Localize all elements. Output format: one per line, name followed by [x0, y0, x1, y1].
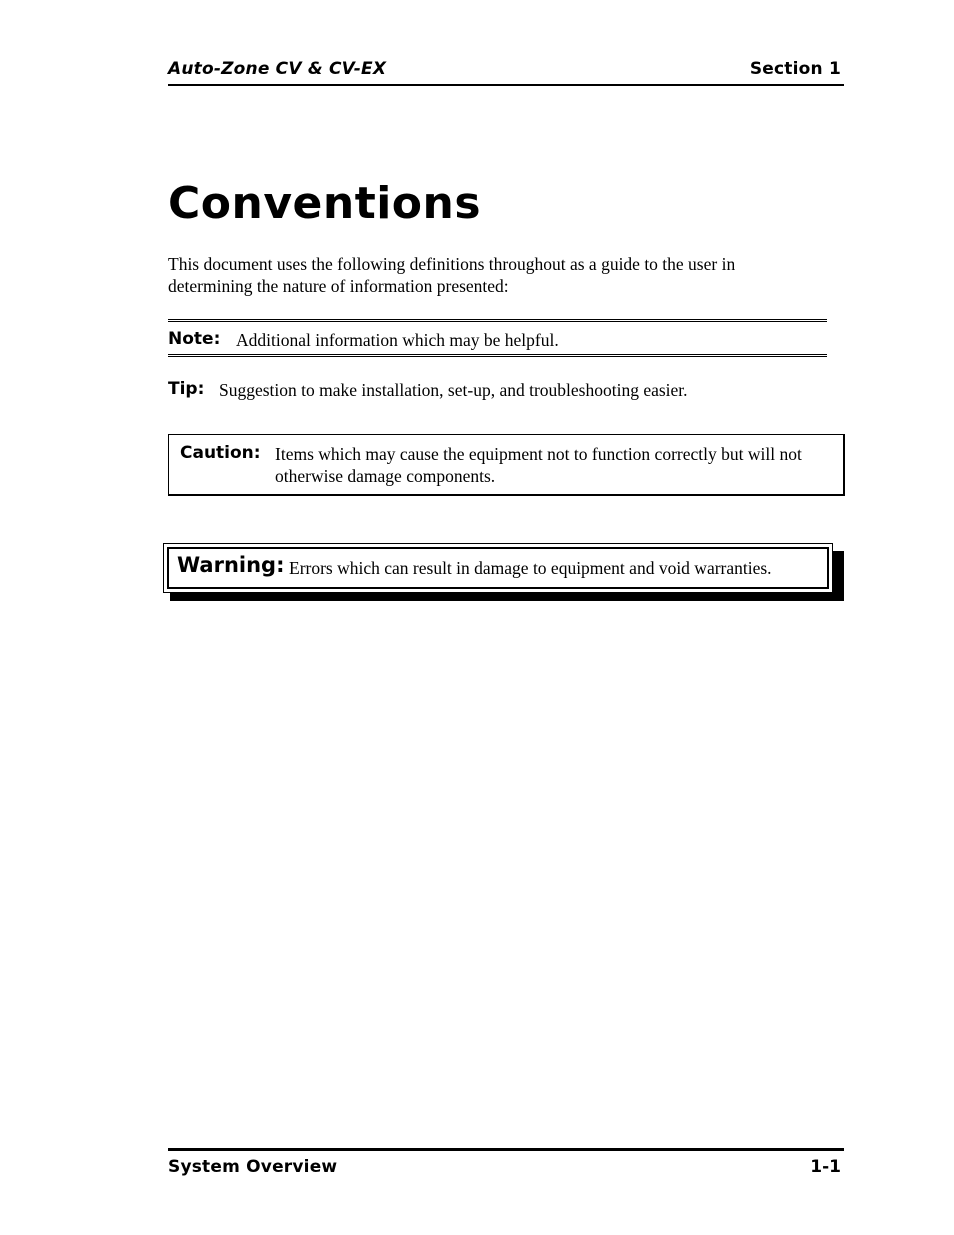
- caution-text: Items which may cause the equipment not to function correctly but will not otherwise damage components.: [275, 444, 802, 486]
- note-box: [168, 319, 827, 357]
- warning-text: Errors which can result in damage to equipment and void warranties.: [289, 558, 772, 578]
- warning-label: Warning:: [177, 553, 285, 577]
- caution-box: [168, 434, 845, 496]
- tip-label: Tip:: [168, 379, 205, 399]
- footer-page-number: 1-1: [810, 1157, 841, 1177]
- page-header: [168, 56, 844, 86]
- caution-label: Caution:: [180, 443, 261, 463]
- intro-paragraph: This document uses the following definitions throughout as a guide to the user in determining the nature of information presented:: [168, 254, 736, 296]
- footer-chapter: System Overview: [168, 1157, 338, 1177]
- page-footer: [168, 1148, 844, 1181]
- header-section: Section 1: [749, 59, 841, 79]
- note-label: Note:: [168, 329, 221, 349]
- warning-box: [163, 543, 833, 593]
- tip-row: [168, 378, 828, 404]
- tip-text: Suggestion to make installation, set-up, and troubleshooting easier.: [219, 380, 688, 400]
- note-text: Additional information which may be helpful.: [236, 330, 559, 350]
- header-product-name: Auto-Zone CV & CV-EX: [168, 59, 387, 79]
- page-title: Conventions: [168, 178, 482, 229]
